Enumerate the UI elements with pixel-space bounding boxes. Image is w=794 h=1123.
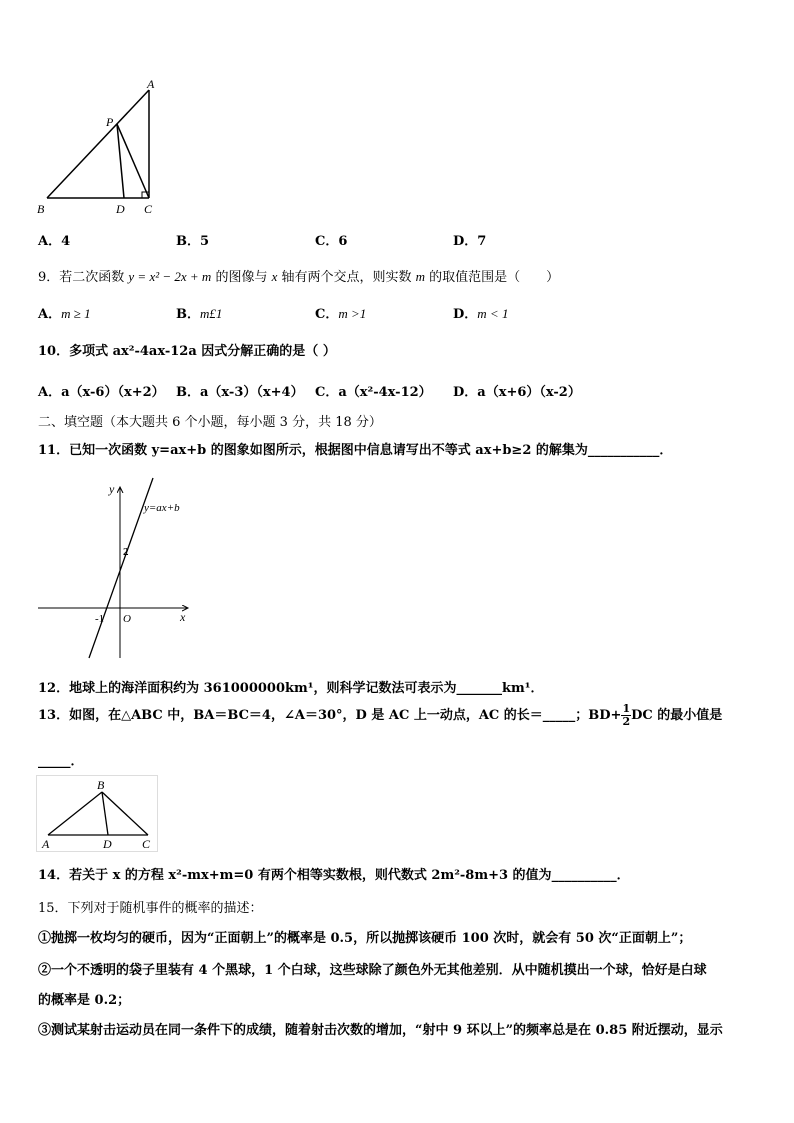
question-12: 12．地球上的海洋面积约为 361000000km¹，则科学记数法可表示为_______km¹． [38,681,544,696]
triangle-figure-q13 [36,775,158,852]
q8-option-c: C．6 [315,234,348,249]
segment-PC [117,124,149,198]
fraction-one-half: $\frac{1}{2}$ [622,702,631,728]
q9-tail: 的取值范围是（ ） [425,270,560,285]
q13-label-C: C [142,837,151,851]
q9-option-b: B．m£1 [176,306,223,322]
label-P: P [106,115,114,129]
q13-label-D: D [103,837,112,851]
q10-option-d: D．a（x+6）（x-2） [453,385,581,400]
x-axis-label: x [180,610,186,624]
q10-option-b: B．a（x-3）（x+4） [176,385,304,400]
question-9 [38,266,559,285]
question-15: 15．下列对于随机事件的概率的描述： [38,901,263,916]
q8-option-b: B．5 [176,234,210,249]
q9-option-a: A．m ≥ 1 [38,306,91,322]
q9-formula: y = x² − 2x + m [128,269,212,284]
question-11: 11．已知一次函数 y=ax+b 的图象如图所示，根据图中信息请写出不等式 ax+b≥2 的解集为___________． [38,443,673,458]
triangle-figure-top [30,75,170,220]
q9-axis: x [271,269,278,284]
question-13: 13．如图，在△ABC 中，BA＝BC＝4，∠A＝30°，D 是 AC 上一动点，AC 的长＝_____；BD+ $\frac{1}{2}$ DC 的最小值是 [38,702,723,728]
question-14: 14．若关于 x 的方程 x²-mx+m=0 有两个相等实数根，则代数式 2m²-8m+3 的值为__________． [38,868,630,883]
label-C: C [144,202,153,216]
label-B: B [37,202,45,216]
q9-option-d: D．m < 1 [453,306,509,322]
q10-option-c: C．a（x²-4x-12） [315,385,432,400]
q9-option-c: C．m >1 [315,306,367,322]
q8-option-a: A．4 [38,234,71,249]
q15-item-1: ①抛掷一枚均匀的硬币，因为“正面朝上”的概率是 0.5，所以抛掷该硬币 100 次时，就会有 50 次“正面朝上”； [38,931,692,946]
q9-prefix: 9．若二次函数 [38,270,129,285]
q15-item-3: ③测试某射击运动员在同一条件下的成绩，随着射击次数的增加，“射中 9 环以上”的频率总是在 0.85 附近摆动，显示 [38,1023,723,1038]
q13-label-A: A [42,837,50,851]
q10-option-a: A．a（x-6）（x+2） [38,385,165,400]
section-2-heading: 二、填空题（本大题共 6 个小题，每小题 3 分，共 18 分） [38,415,382,430]
segment-BA [47,90,149,198]
q13-blank-1: _____ [542,708,576,723]
line-label: y=ax+b [144,502,180,514]
tick-label-minus1: -1 [95,613,105,625]
q9-middle: 的图像与 [211,270,272,285]
label-D: D [116,202,125,216]
origin-label: O [123,613,131,625]
q9-suffix: 轴有两个交点，则实数 [277,270,416,285]
q8-option-d: D．7 [453,234,487,249]
q13-label-B: B [97,778,105,792]
q14-blank: __________ [551,868,617,883]
y-axis-label: y [109,482,115,496]
linear-function-graph [35,475,195,660]
question-10: 10．多项式 ax²-4ax-12a 因式分解正确的是（ ） [38,344,336,359]
label-A: A [147,77,155,91]
q9-var: m [415,269,426,284]
q13-blank-2: _____． [38,754,84,769]
q15-item-2-cont: 的概率是 0.2； [38,993,131,1008]
q11-blank: ___________ [587,443,660,458]
segment-PD [117,124,124,198]
q12-blank: _______ [456,681,502,696]
tick-label-2: 2 [123,546,129,558]
q15-item-2: ②一个不透明的袋子里装有 4 个黑球，1 个白球，这些球除了颜色外无其他差别．从中随机摸出一个球，恰好是白球 [38,963,707,978]
